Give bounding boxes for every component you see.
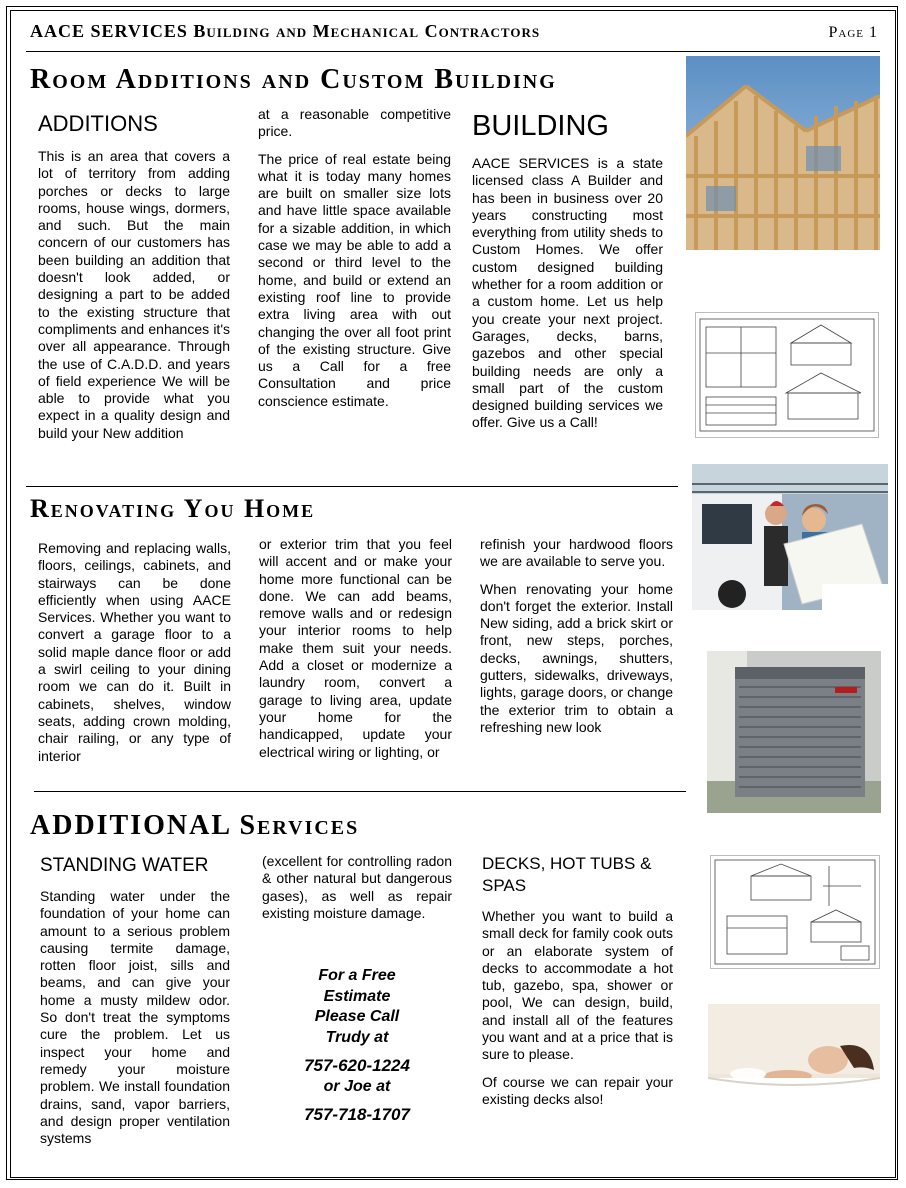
decks-text: Whether you want to build a small deck for family cook outs or an elaborate system of decks to accommodate a hot tub, gazebo, spa, shower or pool, We can design, build, and install all of the features you want and at a price that is sure to please. Of course we can repair your existing decks also! xyxy=(482,908,673,1107)
cta-line-5: or Joe at xyxy=(323,1077,391,1095)
renovating-col3: refinish your hardwood floors we are available to serve you. When renovating your home don't forget the exterior. Install New siding, add a brick skirt or front, new steps, porches, decks, awnings, shutters, gutters, sidewalks, driveways, lights, garage doors, or change the exterior trim to obtain a refreshing new look xyxy=(480,536,674,735)
building-heading: BUILDING xyxy=(472,110,609,142)
cta-line-3: Please Call xyxy=(314,1008,400,1025)
additions-text-continued: at a reasonable competitive price. The price of real estate being what it is today many homes are built on smaller size lots and have little space available for a sizable addition, in which case we may be able to add a second or third level to the home, and build or extend an existing roof line to provide extra living area with out changing the over all foot print of the existing structure. Give us a Call for a free Consultation and price conscience estimate. xyxy=(258,106,451,409)
cta-line-2: Estimate xyxy=(323,987,391,1005)
cta-line-4: Trudy at xyxy=(325,1028,389,1046)
header-divider xyxy=(26,51,880,52)
newsletter-title: AACE SERVICES Building and Mechanical Contractors xyxy=(30,21,541,41)
standing-water-text-continued: (excellent for controlling radon & other natural but dangerous gases), as well as repair existing moisture damage. xyxy=(262,853,452,921)
section-title-additional-services: ADDITIONAL Services xyxy=(30,810,360,841)
additions-heading: ADDITIONS xyxy=(38,111,158,136)
house-plans-drawing xyxy=(695,312,879,438)
renovating-col1: Removing and replacing walls, floors, ceilings, cabinets, and stairways can be done efficiently when using AACE Services. Whether you want to convert a garage floor to a solid maple dance floor or add a swirl ceiling to your dining room we can do it. Built in cabinets, shelves, window seats, adding crown molding, chair railing, or any type of interior xyxy=(38,540,231,764)
standing-water-text: Standing water under the foundation of your home can amount to a serious problem causing termite damage, rotten floor joist, sills and beams, and can give your home a musty mildew odor. So don't treat the symptoms cure the problem. Let us inspect your home and remedy your moisture problem. We install foundation drains, sand, vapor barriers, and design proper ventilation systems xyxy=(40,888,230,1147)
section-divider-1 xyxy=(26,486,678,487)
additions-text: This is an area that covers a lot of territory from adding porches or decks to large rooms, house wings, dormers, and such. But the main concern of our customers has been building an addition that doesn't look added, or designing a part to be added to the existing structure that compliments and enhances it's over all appearance. Through the use of C.A.D.D. and years of field experience We will be able to provide what you expect in a quality design and build your New addition xyxy=(38,148,230,441)
building-text: AACE SERVICES is a state licensed class A Builder and has been in business over 20 years constructing most everything from utility sheds to Custom Homes. We offer custom designed building whether for a room addition or a custom home. Let us help you create your next project. Garages, decks, barns, gazebos and other special building needs are only a small part of the custom designed building services we offer. Give us a Call! xyxy=(472,155,663,431)
standing-water-heading: STANDING WATER xyxy=(40,855,209,876)
cta-line-1: For a Free xyxy=(318,967,396,984)
contractors-reviewing-plans-photo xyxy=(692,464,888,610)
phone-joe[interactable]: 757-718-1707 xyxy=(304,1105,410,1124)
house-framing-photo xyxy=(686,56,880,250)
air-conditioner-photo xyxy=(707,651,881,813)
page-number: Page 1 xyxy=(828,24,878,41)
section-divider-2 xyxy=(34,791,686,792)
section-title-renovating: Renovating You Home xyxy=(30,494,316,523)
woman-in-bathtub-photo xyxy=(708,1004,880,1142)
deck-plans-drawing xyxy=(710,855,880,969)
decks-heading: DECKS, HOT TUBS & SPAS xyxy=(482,854,652,895)
section-title-room-additions: Room Additions and Custom Building xyxy=(30,64,557,95)
free-estimate-callout xyxy=(262,966,452,1126)
renovating-col2: or exterior trim that you feel will accent and or make your home more functional can be done. We can add beams, remove walls and or redesign your interior rooms to help make them suit your needs. Add a closet or modernize a laundry room, convert a garage to living area, update your home for the handicapped, update your electrical wiring or lighting, or xyxy=(259,536,452,760)
phone-trudy[interactable]: 757-620-1224 xyxy=(304,1056,410,1075)
